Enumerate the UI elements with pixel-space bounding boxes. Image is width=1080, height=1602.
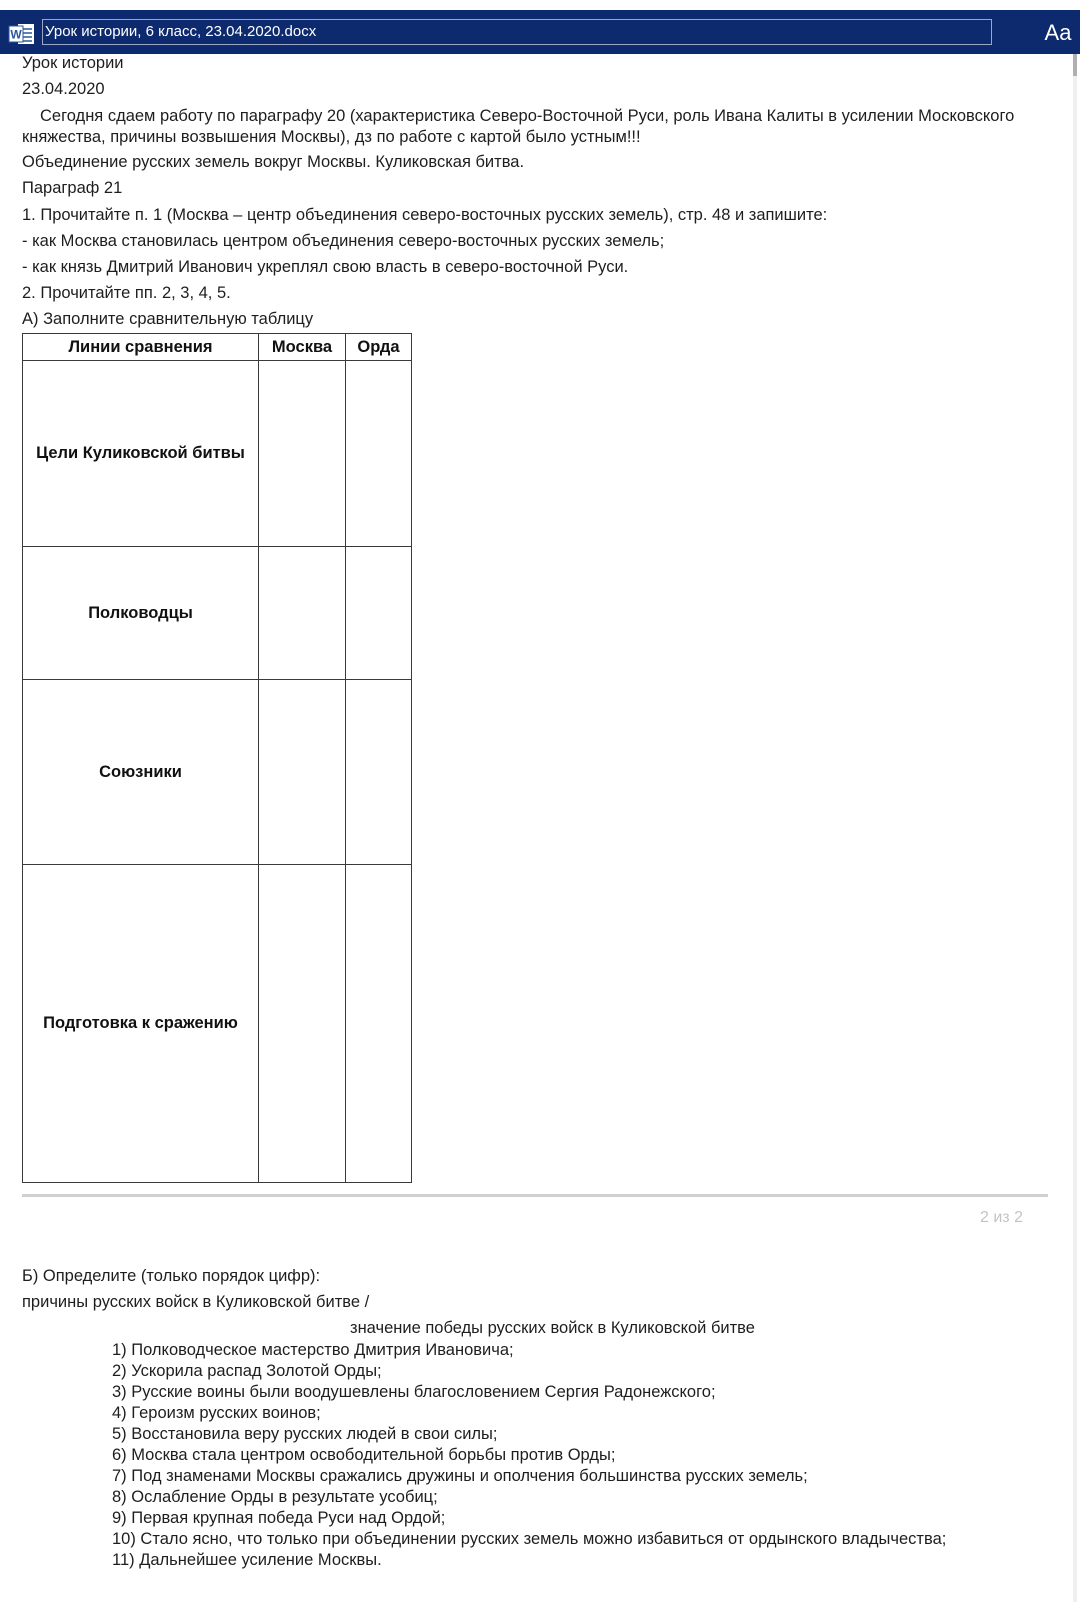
list-item: 2) Ускорила распад Золотой Орды; <box>112 1362 382 1380</box>
cell-horde <box>346 865 412 1183</box>
list-item: 1) Полководческое мастерство Дмитрия Ивановича; <box>112 1341 514 1359</box>
list-item: 8) Ослабление Орды в результате усобиц; <box>112 1488 438 1506</box>
task-1-point-b: - как князь Дмитрий Иванович укреплял свою власть в северо-восточной Руси. <box>22 258 629 276</box>
cell-horde <box>346 547 412 680</box>
row-label-battle-goals: Цели Куликовской битвы <box>23 361 259 547</box>
page-separator <box>22 1194 1048 1197</box>
list-item: 9) Первая крупная победа Руси над Ордой; <box>112 1509 446 1527</box>
cell-moscow <box>259 361 346 547</box>
document-filename[interactable]: Урок истории, 6 класс, 23.04.2020.docx <box>42 19 992 45</box>
document-title: Урок истории <box>22 54 124 72</box>
title-bar <box>0 10 1080 54</box>
row-label-allies: Союзники <box>23 680 259 865</box>
list-item: 4) Героизм русских воинов; <box>112 1404 321 1422</box>
document-date: 23.04.2020 <box>22 80 105 98</box>
table-row <box>23 680 412 865</box>
scrollbar-thumb[interactable] <box>1073 54 1077 76</box>
font-size-button[interactable]: Aa <box>1044 20 1072 45</box>
table-header-row <box>23 334 412 361</box>
list-item: 3) Русские воины были воодушевлены благословением Сергия Радонежского; <box>112 1383 716 1401</box>
cell-horde <box>346 361 412 547</box>
svg-text:W: W <box>10 27 22 42</box>
paragraph-number: Параграф 21 <box>22 179 123 197</box>
list-item: 11) Дальнейшее усиление Москвы. <box>112 1551 382 1569</box>
table-row <box>23 361 412 547</box>
list-item: 10) Стало ясно, что только при объединении русских земель можно избавиться от ордынского владычества; <box>112 1530 947 1548</box>
row-label-battle-preparation: Подготовка к сражению <box>23 865 259 1183</box>
intro-paragraph: Сегодня сдаем работу по параграфу 20 (характеристика Северо-Восточной Руси, роль Ивана Калиты в усилении Московского княжества, причины возвышения Москвы), дз по работе с картой было устным!!! <box>22 107 1015 146</box>
scrollbar-track[interactable] <box>1073 54 1077 1602</box>
task-2-b-line-1: причины русских войск в Куликовской битве / <box>22 1293 370 1311</box>
table-row <box>23 547 412 680</box>
task-1: 1. Прочитайте п. 1 (Москва – центр объединения северо-восточных русских земель), стр. 48 и запишите: <box>22 206 828 224</box>
list-item: 5) Восстановила веру русских людей в свои силы; <box>112 1425 498 1443</box>
task-2: 2. Прочитайте пп. 2, 3, 4, 5. <box>22 284 231 302</box>
page-indicator: 2 из 2 <box>980 1209 1023 1226</box>
table-row <box>23 865 412 1183</box>
cell-moscow <box>259 865 346 1183</box>
cell-moscow <box>259 547 346 680</box>
list-item: 7) Под знаменами Москвы сражались дружины и ополчения большинства русских земель; <box>112 1467 808 1485</box>
task-2-a: А) Заполните сравнительную таблицу <box>22 310 314 328</box>
header-comparison-lines: Линии сравнения <box>23 334 259 361</box>
status-strip <box>0 0 1080 10</box>
word-icon <box>8 22 36 46</box>
task-2-b: Б) Определите (только порядок цифр): <box>22 1267 321 1285</box>
lesson-topic: Объединение русских земель вокруг Москвы. Куликовская битва. <box>22 153 525 171</box>
cell-moscow <box>259 680 346 865</box>
header-horde: Орда <box>346 334 412 361</box>
row-label-commanders: Полководцы <box>23 547 259 680</box>
cell-horde <box>346 680 412 865</box>
task-2-b-line-2: значение победы русских войск в Куликовской битве <box>350 1319 755 1337</box>
list-item: 6) Москва стала центром освободительной борьбы против Орды; <box>112 1446 616 1464</box>
comparison-table <box>22 333 412 1183</box>
task-1-point-a: - как Москва становилась центром объединения северо-восточных русских земель; <box>22 232 665 250</box>
header-moscow: Москва <box>259 334 346 361</box>
